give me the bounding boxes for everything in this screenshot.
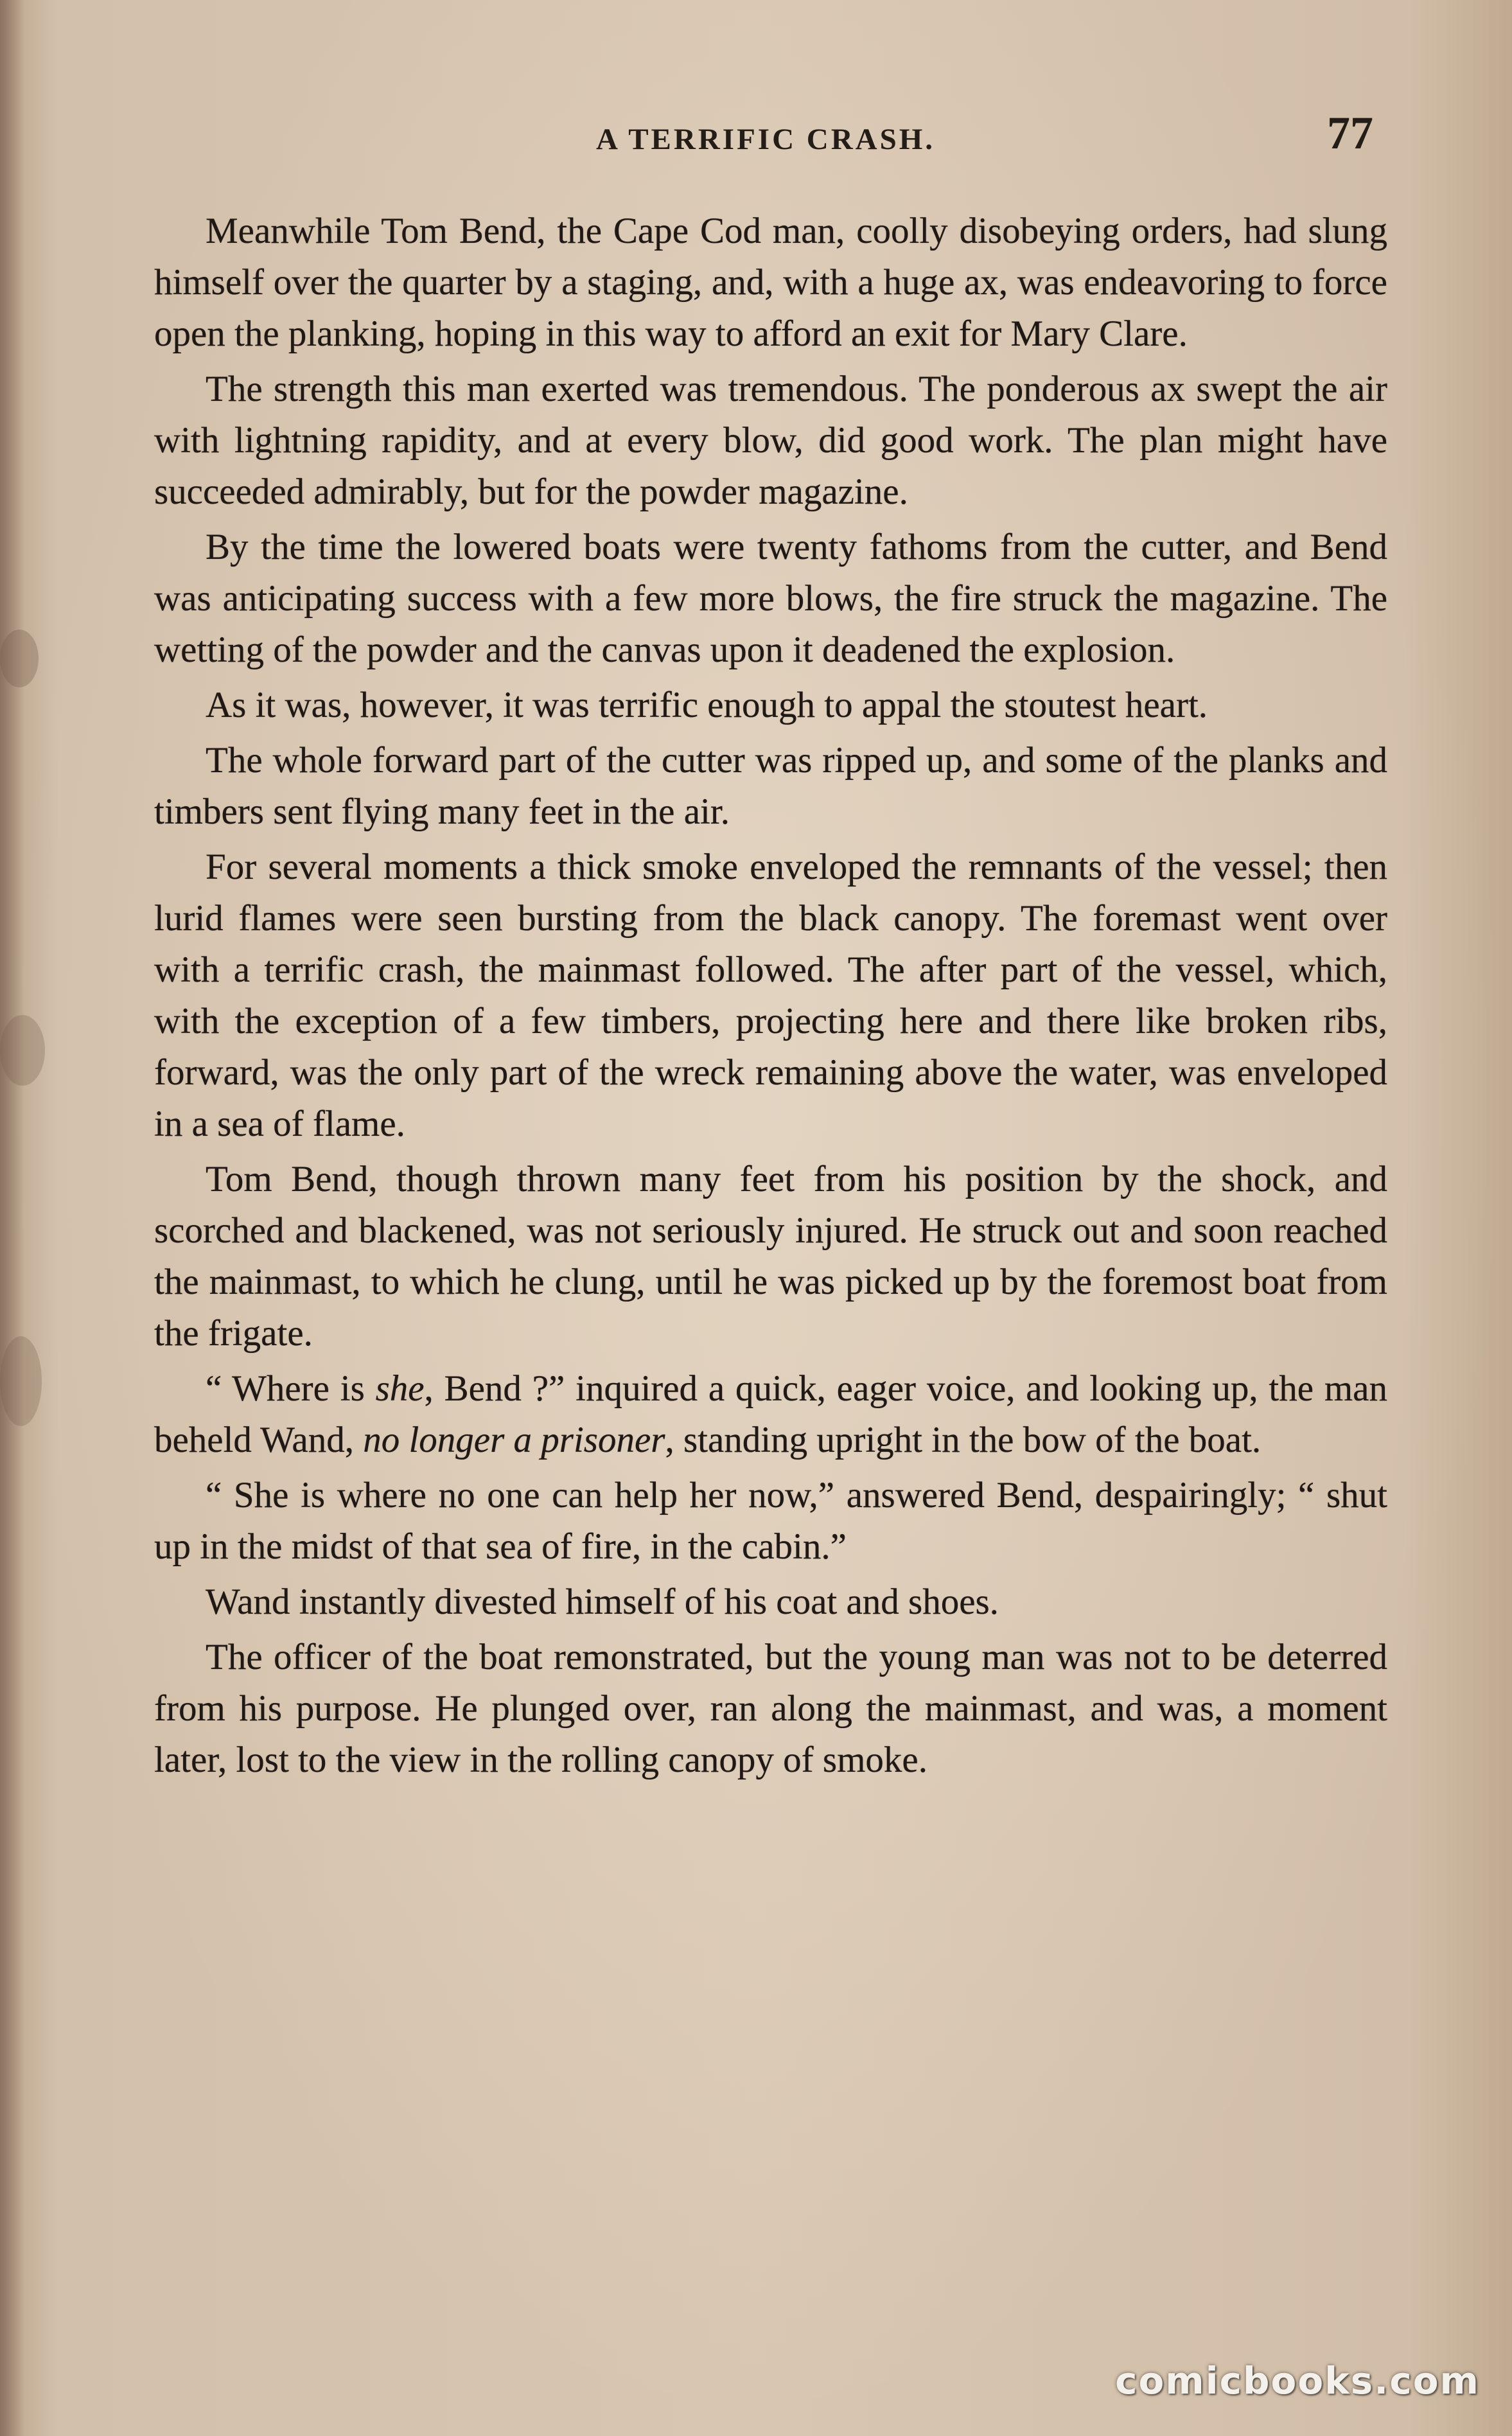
paper-stain <box>0 1336 42 1426</box>
running-title: A TERRIFIC CRASH. <box>595 123 936 156</box>
paragraph: “ Where is she, Bend ?” inquired a quick, eager voice, and looking up, the man beheld Wand, no longer a prisoner, standing upright in the bow of the boat. <box>154 1368 1387 1460</box>
paragraph: Tom Bend, though thrown many feet from his position by the shock, and scorched and blackened, was not seriously injured. He struck out and soon reached the mainmast, to which he clung, until he was picked up by the foremost boat from the frigate. <box>154 1159 1387 1354</box>
paragraph: The strength this man exerted was tremendous. The ponderous ax swept the air with lightning rapidity, and at every blow, did good work. The plan might have succeeded admirably, but for the powder magazine. <box>154 369 1387 512</box>
paragraph: For several moments a thick smoke enveloped the remnants of the vessel; then lurid flames were seen bursting from the black canopy. The foremast went over with a terrific crash, the mainmast followed. The after part of the vessel, which, with the exception of a few timbers, projecting here and there like broken ribs, forward, was the only part of the wreck remaining above the water, was enveloped in a sea of flame. <box>154 847 1387 1144</box>
paper-stain <box>0 1015 45 1086</box>
page-header <box>154 103 1377 180</box>
paragraph: The whole forward part of the cutter was ripped up, and some of the planks and timbers sent flying many feet in the air. <box>154 740 1387 832</box>
paper-stain <box>0 630 39 687</box>
page-number: 77 <box>1327 107 1373 159</box>
italic-text: she <box>375 1368 425 1409</box>
paragraph: Meanwhile Tom Bend, the Cape Cod man, coolly disobeying orders, had slung himself over the quarter by a staging, and, with a huge ax, was endeavoring to force open the planking, hoping in this way to afford an exit for Mary Clare. <box>154 211 1387 354</box>
paragraph: As it was, however, it was terrific enough to appal the stoutest heart. <box>206 685 1208 725</box>
paragraph: “ She is where no one can help her now,” answered Bend, despairingly; “ shut up in the midst of that sea of fire, in the cabin.” <box>154 1475 1387 1567</box>
paragraph: By the time the lowered boats were twenty fathoms from the cutter, and Bend was anticipating success with a few more blows, the fire struck the magazine. The wetting of the powder and the canvas upon it deadened the explosion. <box>154 527 1387 670</box>
paragraph: The officer of the boat remonstrated, but the young man was not to be deterred from his purpose. He plunged over, ran along the mainmast, and was, a moment later, lost to the view in the rolling canopy of smoke. <box>154 1637 1387 1780</box>
paragraph: Wand instantly divested himself of his coat and shoes. <box>206 1582 999 1622</box>
watermark: comicbooks.com <box>1115 2359 1480 2403</box>
body-text <box>154 206 1387 1790</box>
italic-text: no longer a prisoner <box>363 1420 665 1460</box>
